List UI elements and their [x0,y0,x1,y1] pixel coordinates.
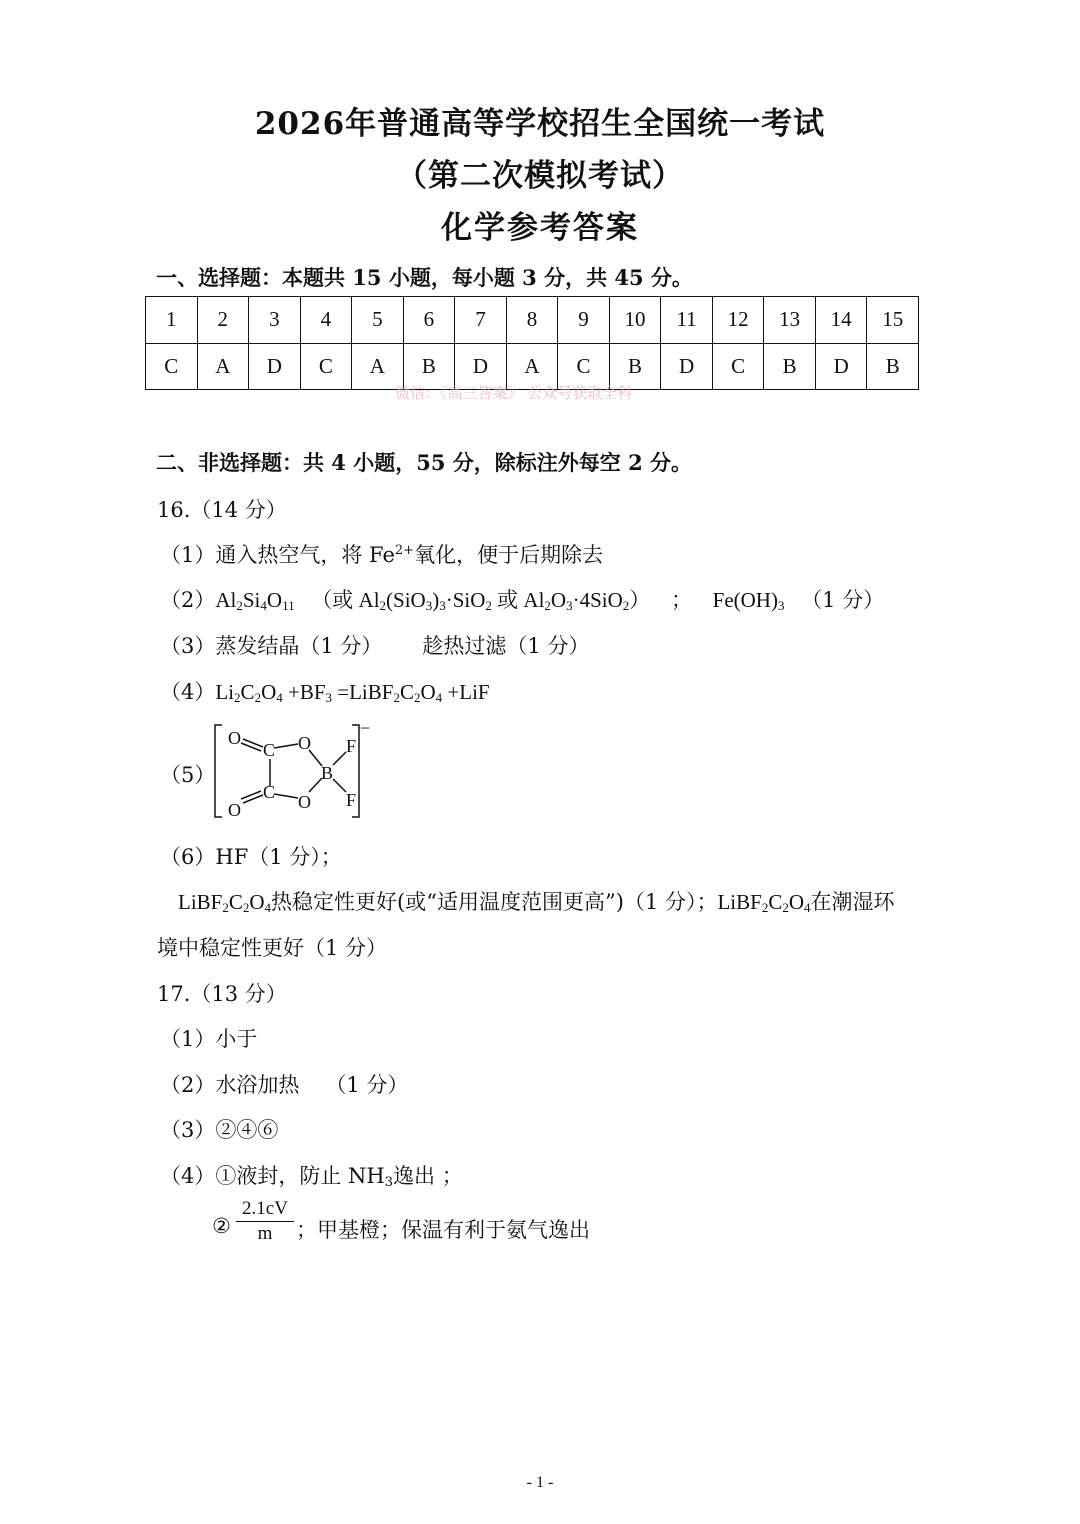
q17-part3: （3）②④⑥ [160,1118,279,1142]
answer-cell: B [403,343,455,390]
question-number-cell: 10 [609,297,661,344]
exam-title: 2026年普通高等学校招生全国统一考试 [254,106,826,142]
formula-libf2c2o4: $LiBF_2C_2O_4$ [178,890,272,915]
q16-part5-label: （5） [160,763,216,787]
atom-b: B [321,763,334,783]
answer-cell: B [609,343,661,390]
atom-o-bottom: O [228,800,241,820]
answer-cell: A [506,343,558,390]
formula-libf2c2o4-2: $LiBF_2C_2O_4$ [717,890,811,915]
q17-part4-tail: ；甲基橙；保温有利于氨气逸出 [296,1218,590,1242]
answer-key-title: 化学参考答案 [441,210,639,246]
atom-f-bottom: F [346,790,357,810]
answer-cell: D [249,343,301,390]
answer-cell: C [712,343,764,390]
question-number-cell: 13 [764,297,816,344]
reaction-equation: $Li_2C_2O_4 +BF_3$ $=LiBF_2C_2O_4 +LiF$ [215,680,490,705]
page-number: - 1 - [526,1474,554,1491]
formula-al2si4o11: $Al_2Si_4O_{11}$ [215,588,295,613]
answer-cell: D [815,343,867,390]
atom-o-ring-top: O [298,733,311,753]
q17-label: 17.（13 分） [157,982,287,1006]
question-number-cell: 11 [661,297,713,344]
section2-heading: 二、非选择题：共 4 小题，55 分，除标注外每空 2 分。 [156,450,693,475]
question-number-cell: 12 [712,297,764,344]
charge-sign: − [360,722,370,738]
q17-part1: （1）小于 [160,1027,258,1051]
answer-cell: B [764,343,816,390]
exam-subtitle: （第二次模拟考试） [396,158,684,194]
answer-cell: D [455,343,507,390]
question-number-cell: 1 [146,297,198,344]
answer-table [145,296,919,390]
watermark-text: 微信：《高三答案》 公众号获取全科 [395,384,633,402]
question-number-cell: 7 [455,297,507,344]
question-number-cell: 3 [249,297,301,344]
q16-part6: （6）HF（1 分）； [160,845,342,869]
answer-cell: C [146,343,198,390]
q16-label: 16.（14 分） [157,498,287,522]
q16-part4: $(4)Li_2C_2O_4 +BF_3$ $=LiBF_2C_2O_4 +LiF$ [160,680,490,705]
q17-part2: （2）水浴加热 （1 分） [160,1073,409,1097]
question-number-cell: 14 [815,297,867,344]
answer-cell: C [558,343,610,390]
atom-o-ring-bottom: O [298,792,311,812]
q16-part6-line3: 境中稳定性更好（1 分） [157,936,388,960]
formula-fe-oh-3: $Fe(OH)_3$ [712,588,785,613]
q17-part4: （4）①液封，防止 $NH_3$逸出 ； [160,1164,463,1190]
question-number-row [146,297,919,344]
atom-f-top: F [346,736,357,756]
difluoro-oxalatoborate-structure [200,722,370,822]
answer-cell: C [300,343,352,390]
question-number-cell: 6 [403,297,455,344]
q17-part4-mark2: ② [212,1214,231,1238]
answer-cell: D [661,343,713,390]
answer-cell: A [197,343,249,390]
answer-cell: B [867,343,919,390]
question-number-cell: 2 [197,297,249,344]
question-number-cell: 8 [506,297,558,344]
q16-part2: $(2)Al_2Si_4O_{11}$ （或 $Al_2(SiO_3)_3\cdot SiO_2$ 或 $Al_2O_3\cdot 4SiO_2$） ； $Fe(OH)_3$ （1 分） [160,588,885,613]
fraction-numerator: 2.1cV [236,1198,294,1222]
q16-part1: （1）通入热空气，将 $Fe^{2+}$氧化，便于后期除去 [160,543,604,567]
question-number-cell: 15 [867,297,919,344]
formula-alternatives: （或 $Al_2(SiO_3)_3\cdot SiO_2$ 或 $Al_2O_3\cdot 4SiO_2$） [311,588,651,613]
formula-fraction [236,1198,294,1245]
fraction-denominator: m [257,1223,273,1244]
question-number-cell: 4 [300,297,352,344]
section1-heading: 一、选择题：本题共 15 小题，每小题 3 分，共 45 分。 [156,265,693,290]
atom-c-bottom: C [263,782,276,802]
atom-c-top: C [263,740,276,760]
question-number-cell: 5 [352,297,404,344]
atom-o-top: O [228,728,241,748]
q16-part3: （3）蒸发结晶（1 分） 趁热过滤（1 分） [160,634,590,658]
q16-part6-line2: $LiBF_2C_2O_4$热稳定性更好(或“适用温度范围更高”)（1 分）；$LiBF_2C_2O_4$在潮湿环 [178,890,895,915]
question-number-cell: 9 [558,297,610,344]
answer-cell: A [352,343,404,390]
